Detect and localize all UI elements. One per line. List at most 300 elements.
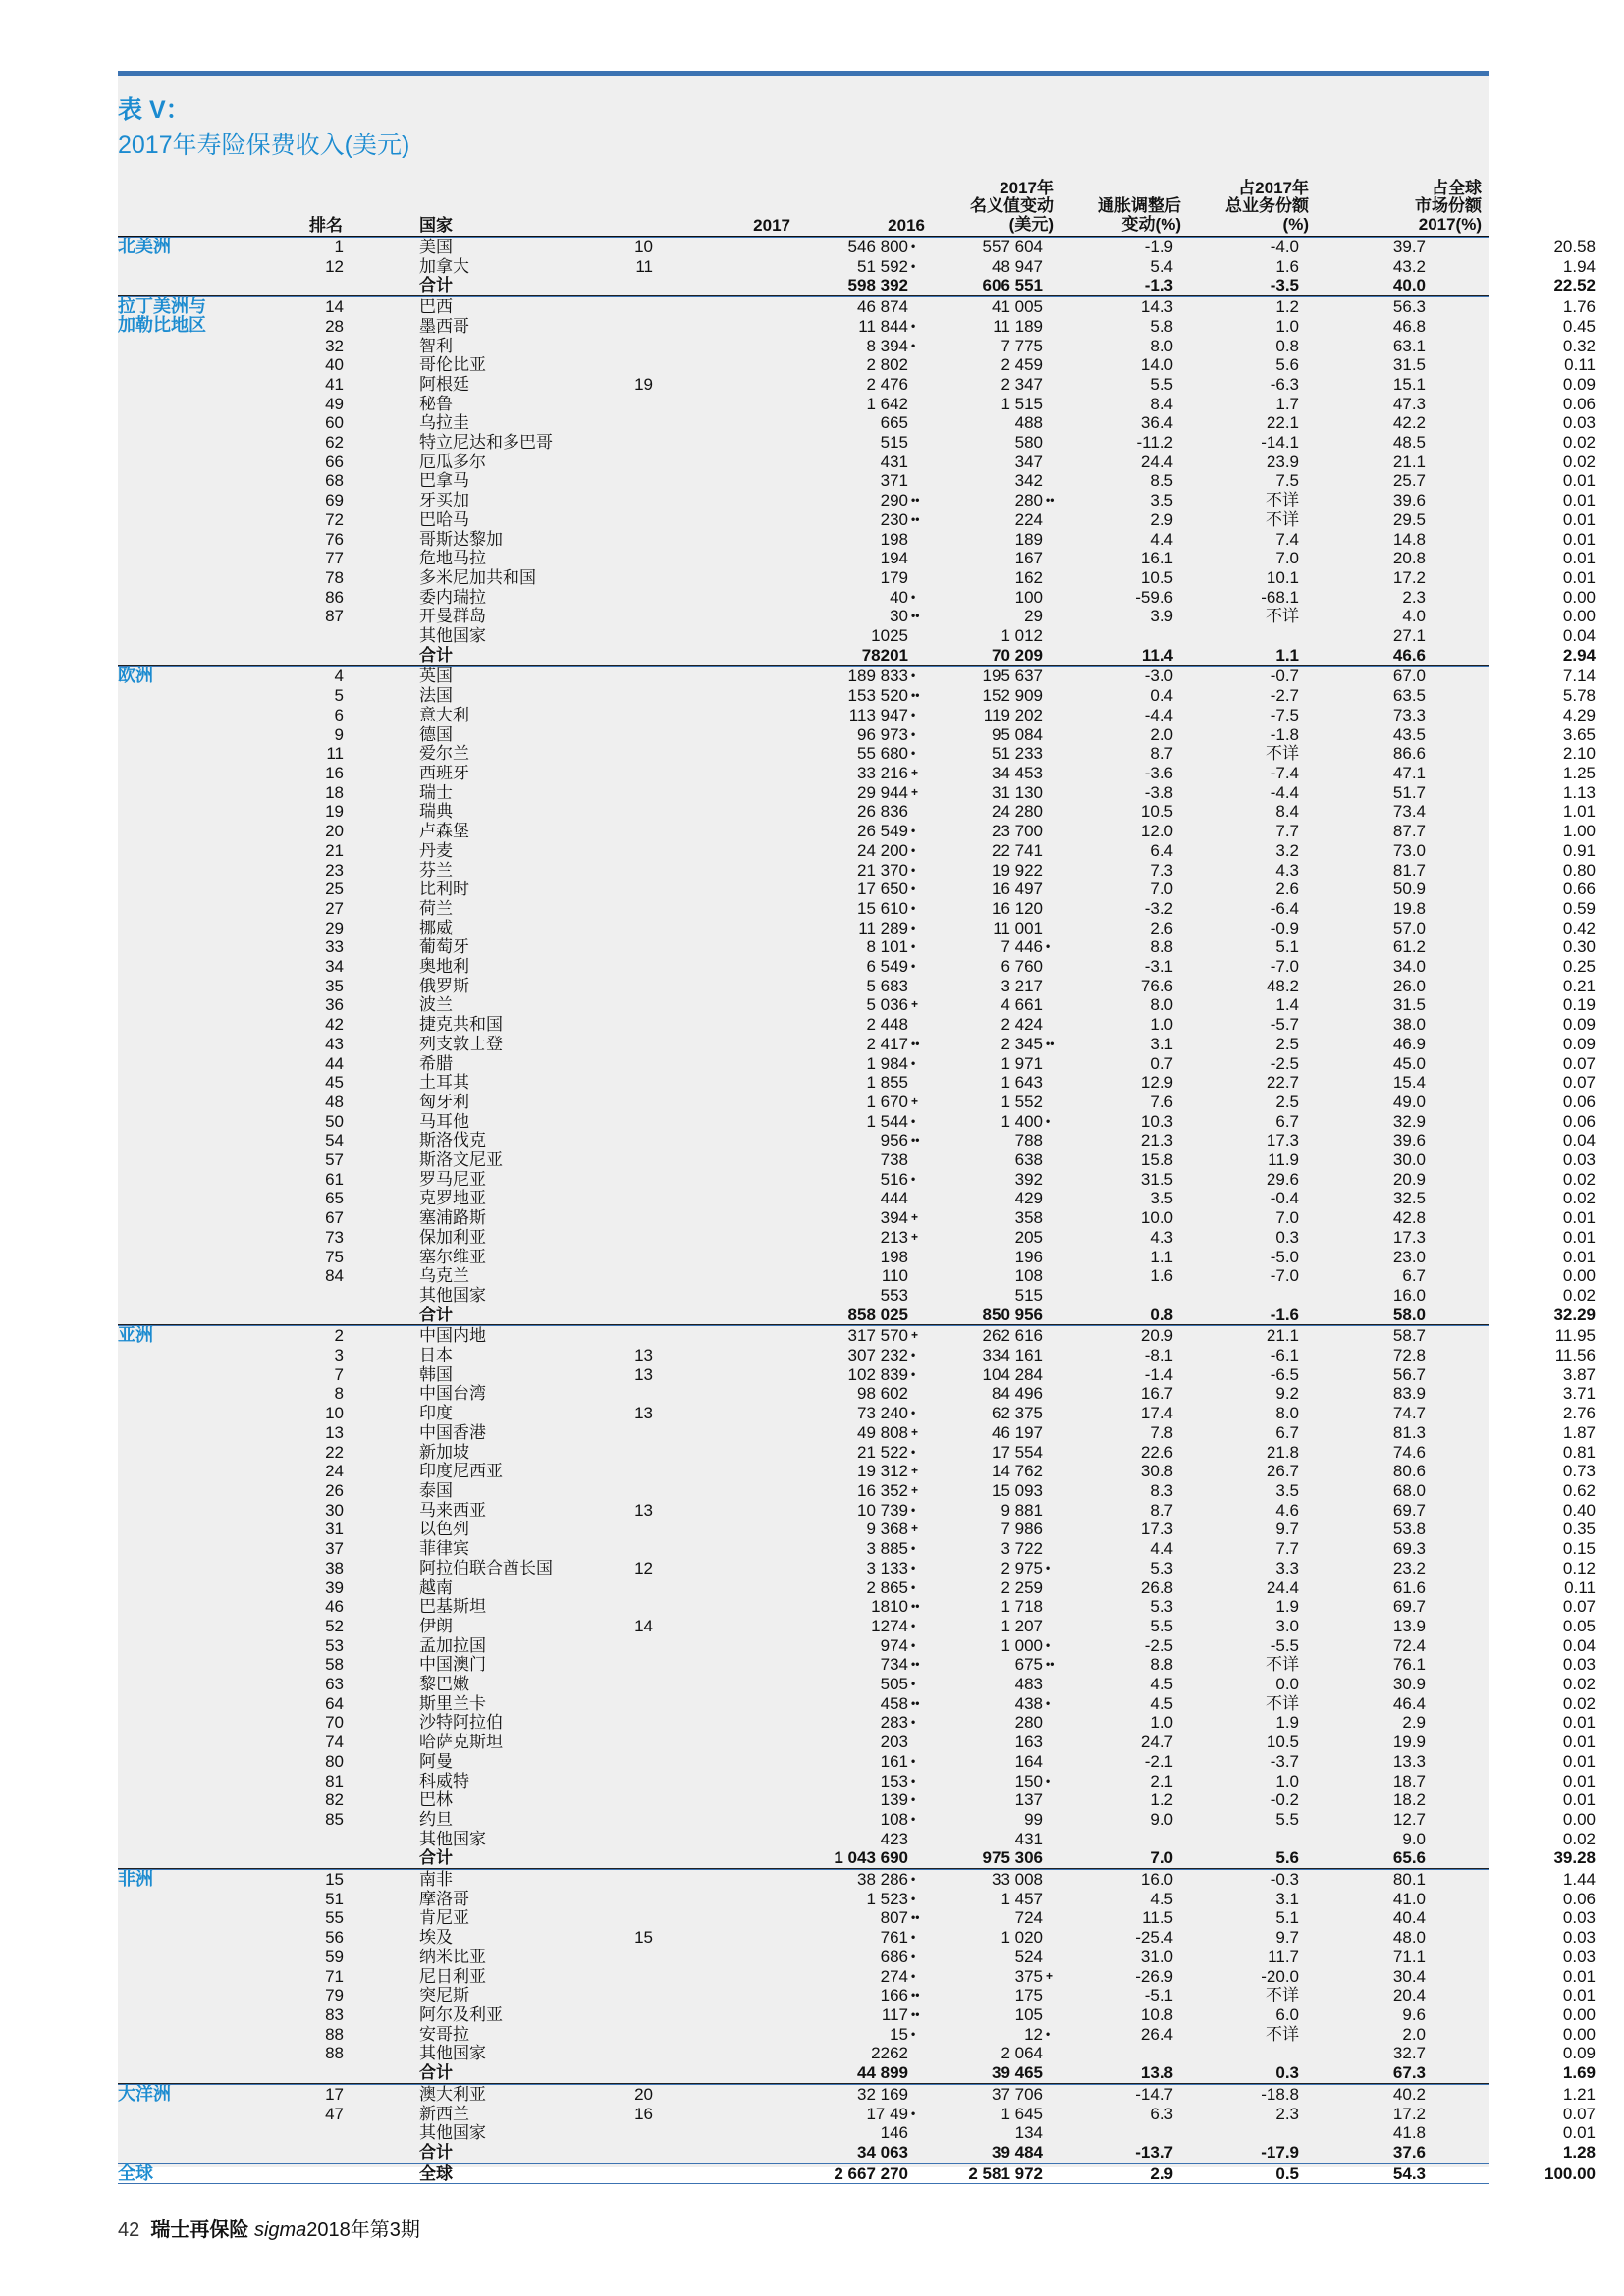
premium-2017-cell: 1 642	[866, 394, 908, 413]
rank-cell: 19	[325, 802, 344, 822]
inflation-adjusted-cell: 6.7	[1275, 1422, 1299, 1442]
table-row	[118, 1266, 1596, 1286]
rank-cell: 11	[326, 744, 344, 764]
rank-cell: 44	[325, 1053, 344, 1073]
country-cell: 巴拿马	[419, 471, 469, 491]
inflation-adjusted-cell: -6.1	[1270, 1346, 1299, 1365]
country-cell: 危地马拉	[419, 549, 486, 568]
rank-cell: 69	[325, 491, 344, 510]
share-total-cell: 72.4	[1392, 1635, 1426, 1655]
country-cell: 日本	[419, 1346, 453, 1365]
share-total-cell: 23.0	[1392, 1247, 1426, 1266]
nominal-change-cell: 13.8	[1140, 2063, 1173, 2083]
table-row	[118, 355, 1596, 375]
premium-2017-cell: 51 592	[857, 256, 908, 276]
inflation-adjusted-cell: 10.5	[1266, 1733, 1299, 1752]
premium-2017-cell: 274	[880, 1966, 908, 1986]
inflation-adjusted-cell: -5.7	[1270, 1015, 1299, 1035]
premium-2016-cell: 606 551	[982, 276, 1043, 295]
table-row	[118, 336, 1596, 356]
premium-2016-cell: 84 496	[992, 1384, 1043, 1404]
premium-2016-cell: 1 457	[1001, 1889, 1043, 1908]
inflation-adjusted-cell: 7.0	[1275, 1208, 1299, 1228]
inflation-adjusted-cell: 不详	[1266, 1655, 1299, 1675]
premium-2017-cell: 38 286	[857, 1870, 908, 1890]
share-total-cell: 18.2	[1392, 1790, 1426, 1810]
rank-cell: 30	[325, 1500, 344, 1520]
premium-2017-cell: 5 036	[866, 995, 908, 1015]
premium-2017-cell: 17 650	[857, 880, 908, 899]
premium-2017-cell: 1 523	[866, 1889, 908, 1908]
rank-cell: 37	[325, 1539, 344, 1559]
share-world-cell: 0.15	[1562, 1539, 1596, 1559]
country-cell: 中国台湾	[419, 1384, 486, 1404]
share-world-cell: 0.59	[1562, 898, 1596, 918]
rank-cell: 3	[334, 1346, 344, 1365]
share-world-cell: 1.87	[1562, 1422, 1596, 1442]
share-total-cell: 47.1	[1392, 763, 1426, 782]
share-world-cell: 0.32	[1562, 336, 1596, 355]
country-cell: 阿拉伯联合酋长国	[419, 1558, 553, 1577]
estimate-marker-2017: •	[911, 1560, 916, 1575]
premium-2016-cell: 29	[1024, 607, 1043, 626]
estimate-marker-2017: •	[911, 1872, 916, 1887]
premium-2017-cell: 2 476	[866, 374, 908, 394]
country-cell: 黎巴嫩	[419, 1675, 469, 1694]
share-world-cell: 1.00	[1562, 822, 1596, 841]
premium-2017-cell: 19 312	[857, 1462, 908, 1481]
share-total-cell: 20.9	[1392, 1169, 1426, 1189]
premium-2017-cell: 974	[880, 1635, 908, 1655]
table-row	[118, 1790, 1596, 1810]
share-total-cell: 12.7	[1392, 1809, 1426, 1829]
nominal-change-cell: -8.1	[1144, 1346, 1173, 1365]
nominal-change-cell: 2.0	[1150, 724, 1173, 744]
estimate-marker-2017: •	[911, 881, 916, 896]
table-row	[118, 1577, 1596, 1598]
total-row	[118, 1848, 1596, 1869]
premium-2017-cell: 17 49	[866, 2104, 908, 2123]
nominal-change-cell: 4.5	[1150, 1889, 1173, 1908]
share-total-cell: 61.6	[1392, 1577, 1426, 1597]
premium-2017-cell: 858 025	[847, 1305, 908, 1324]
nominal-change-cell: 10.5	[1140, 567, 1173, 587]
rank-cell: 13	[325, 1422, 344, 1442]
nominal-change-cell: -59.6	[1135, 587, 1173, 607]
country-cell: 乌拉圭	[419, 413, 469, 433]
country-cell: 匈牙利	[419, 1092, 469, 1111]
premium-2017-cell: 1025	[871, 626, 908, 646]
share-world-cell: 0.06	[1562, 1111, 1596, 1131]
share-total-cell: 25.7	[1392, 471, 1426, 491]
rank-cell: 18	[325, 782, 344, 802]
inflation-adjusted-cell: 0.5	[1275, 2163, 1299, 2183]
share-total-cell: 42.2	[1392, 413, 1426, 433]
share-world-cell: 0.02	[1562, 452, 1596, 471]
premium-2017-cell: 3 133	[866, 1558, 908, 1577]
estimate-marker-2017: •	[911, 1891, 916, 1905]
table-row	[118, 237, 1596, 257]
share-world-cell: 0.01	[1562, 549, 1596, 568]
table-row	[118, 433, 1596, 453]
country-cell: 印度尼西亚	[419, 1462, 503, 1481]
country-cell: 土耳其	[419, 1073, 469, 1093]
premium-2017-cell: 29 944	[857, 782, 908, 802]
share-total-cell: 41.8	[1392, 2123, 1426, 2143]
share-total-cell: 65.6	[1392, 1848, 1426, 1868]
country-cell: 俄罗斯	[419, 976, 469, 995]
estimate-marker-2016: ••	[1046, 1657, 1055, 1672]
premium-2017-cell: 290	[880, 491, 908, 510]
inflation-adjusted-cell: 7.5	[1275, 471, 1299, 491]
nominal-change-cell: 26.8	[1140, 1577, 1173, 1597]
estimate-marker-2017: •	[911, 1811, 916, 1826]
table-row	[118, 1015, 1596, 1035]
share-total-cell: 15.4	[1392, 1073, 1426, 1093]
premium-2016-cell: 638	[1014, 1150, 1043, 1170]
table-row	[118, 1655, 1596, 1675]
country-cell: 加拿大	[419, 256, 469, 276]
rank-cell: 1	[334, 238, 344, 256]
country-cell: 中国内地	[419, 1326, 486, 1346]
inflation-adjusted-cell: 7.7	[1275, 1539, 1299, 1559]
rank-cell: 88	[325, 2024, 344, 2044]
share-world-cell: 20.58	[1553, 238, 1596, 256]
estimate-marker-2017: •	[911, 1618, 916, 1632]
premium-2016-cell: 11 189	[993, 316, 1043, 336]
estimate-marker-2017: •	[911, 1753, 916, 1768]
share-world-cell: 0.66	[1562, 880, 1596, 899]
table-row	[118, 1384, 1596, 1404]
premium-2016-cell: 175	[1014, 1986, 1043, 2005]
share-total-cell: 27.1	[1392, 626, 1426, 646]
table-row	[118, 1053, 1596, 1074]
premium-2016-cell: 347	[1014, 452, 1043, 471]
nominal-change-cell: 7.3	[1150, 860, 1173, 880]
footer-issue: 2018年第3期	[306, 2219, 420, 2241]
rank-cell: 61	[325, 1169, 344, 1189]
country-cell: 葡萄牙	[419, 937, 469, 957]
nominal-change-cell: 5.5	[1150, 374, 1173, 394]
premium-2017-cell: 431	[880, 452, 908, 471]
share-total-cell: 87.7	[1392, 822, 1426, 841]
table-row	[118, 1675, 1596, 1694]
inflation-adjusted-cell: 9.2	[1275, 1384, 1299, 1404]
country-cell: 合计	[419, 2063, 453, 2083]
nominal-change-cell: 8.5	[1150, 471, 1173, 491]
estimate-marker-2017: •	[911, 1949, 916, 1963]
table-title: 2017年寿险保费收入(美元)	[118, 132, 410, 159]
nominal-change-cell: 8.7	[1150, 744, 1173, 764]
nominal-change-cell: 21.3	[1140, 1131, 1173, 1150]
header-line: 占全球	[1432, 178, 1482, 197]
share-total-cell: 40.2	[1392, 2084, 1426, 2104]
nominal-change-cell: 5.3	[1150, 1597, 1173, 1617]
rank-cell: 7	[334, 1364, 344, 1384]
share-total-cell: 19.9	[1392, 1733, 1426, 1752]
footnote-cell: 13	[634, 1346, 653, 1365]
rank-cell: 53	[325, 1635, 344, 1655]
premium-2017-cell: 2 802	[866, 355, 908, 375]
country-cell: 菲律宾	[419, 1539, 469, 1559]
premium-2016-cell: 3 722	[1001, 1539, 1043, 1559]
table-row	[118, 2123, 1596, 2143]
share-total-cell: 39.6	[1392, 491, 1426, 510]
nominal-change-cell: 8.8	[1150, 1655, 1173, 1675]
nominal-change-cell: 1.6	[1150, 1266, 1173, 1286]
nominal-change-cell: 15.8	[1140, 1150, 1173, 1170]
country-cell: 马来西亚	[419, 1500, 486, 1520]
estimate-marker-2017: •	[911, 1348, 916, 1362]
nominal-change-cell: 2.1	[1150, 1771, 1173, 1790]
share-world-cell: 0.03	[1562, 1150, 1596, 1170]
share-total-cell: 31.5	[1392, 995, 1426, 1015]
country-cell: 巴西	[419, 297, 453, 317]
premium-2016-cell: 1 020	[1001, 1928, 1043, 1948]
premium-2017-cell: 665	[880, 413, 908, 433]
inflation-adjusted-cell: 不详	[1266, 607, 1299, 626]
nominal-change-cell: 11.5	[1142, 1908, 1173, 1928]
share-total-cell: 40.4	[1392, 1908, 1426, 1928]
table-row	[118, 1713, 1596, 1733]
share-total-cell: 69.3	[1392, 1539, 1426, 1559]
premium-2016-cell: 37 706	[992, 2084, 1043, 2104]
page-number: 42	[118, 2219, 140, 2241]
premium-2017-cell: 44 899	[857, 2063, 908, 2083]
share-world-cell: 0.01	[1562, 529, 1596, 549]
premium-2016-cell: 162	[1014, 567, 1043, 587]
table-row	[118, 394, 1596, 414]
footnote-cell: 15	[634, 1928, 653, 1948]
header-line: 总业务份额	[1225, 196, 1309, 215]
rank-cell: 80	[325, 1751, 344, 1771]
inflation-adjusted-cell: -7.0	[1270, 957, 1299, 977]
estimate-marker-2017: +	[911, 1522, 919, 1536]
premium-2016-cell: 975 306	[982, 1848, 1043, 1868]
table-row	[118, 782, 1596, 803]
inflation-adjusted-cell: 5.5	[1275, 1809, 1299, 1829]
country-cell: 荷兰	[419, 898, 453, 918]
table-row	[118, 1733, 1596, 1752]
country-cell: 其他国家	[419, 626, 486, 646]
estimate-marker-2017: •	[911, 338, 916, 352]
nominal-change-cell: 76.6	[1140, 976, 1173, 995]
share-total-cell: 2.9	[1402, 1713, 1426, 1733]
share-world-cell: 0.02	[1562, 433, 1596, 453]
country-cell: 美国	[419, 238, 453, 256]
premium-2016-cell: 280	[1014, 1713, 1043, 1733]
share-world-cell: 1.01	[1562, 802, 1596, 822]
estimate-marker-2017: •	[911, 668, 916, 683]
premium-2016-cell: 196	[1014, 1247, 1043, 1266]
rank-cell: 79	[325, 1986, 344, 2005]
premium-2017-cell: 1 855	[866, 1073, 908, 1093]
share-total-cell: 4.0	[1402, 607, 1426, 626]
country-cell: 孟加拉国	[419, 1635, 486, 1655]
premium-2017-cell: 16 352	[857, 1481, 908, 1500]
table-row	[118, 374, 1596, 395]
premium-2017-cell: 198	[880, 1247, 908, 1266]
premium-2017-cell: 2 448	[866, 1015, 908, 1035]
inflation-adjusted-cell: -6.4	[1270, 898, 1299, 918]
nominal-change-cell: 0.7	[1150, 1053, 1173, 1073]
share-world-cell: 1.25	[1562, 763, 1596, 782]
table-row	[118, 705, 1596, 725]
premium-2016-cell: 2 064	[1001, 2044, 1043, 2063]
premium-2016-cell: 1 207	[1001, 1616, 1043, 1635]
estimate-marker-2017: •	[911, 1113, 916, 1128]
country-cell: 意大利	[419, 705, 469, 724]
table-row	[118, 763, 1596, 783]
share-world-cell: 0.06	[1562, 1092, 1596, 1111]
nominal-change-cell: 16.7	[1140, 1384, 1173, 1404]
rank-cell: 65	[325, 1189, 344, 1208]
premium-2016-cell: 12	[1024, 2024, 1043, 2044]
nominal-change-cell: -5.1	[1144, 1986, 1173, 2005]
table-row	[118, 509, 1596, 530]
share-world-cell: 3.65	[1562, 724, 1596, 744]
rank-cell: 83	[325, 2004, 344, 2024]
inflation-adjusted-cell: 23.9	[1266, 452, 1299, 471]
premium-2016-cell: 150	[1014, 1771, 1043, 1790]
premium-2016-cell: 205	[1014, 1227, 1043, 1247]
share-total-cell: 73.3	[1392, 705, 1426, 724]
share-total-cell: 68.0	[1392, 1481, 1426, 1500]
share-world-cell: 0.03	[1562, 1655, 1596, 1675]
country-cell: 中国澳门	[419, 1655, 486, 1675]
rank-cell: 15	[325, 1870, 344, 1890]
table-row	[118, 724, 1596, 745]
inflation-adjusted-cell: 0.3	[1275, 2063, 1299, 2083]
table-row	[118, 1092, 1596, 1112]
rank-cell: 26	[325, 1481, 344, 1500]
country-cell: 巴哈马	[419, 509, 469, 529]
nominal-change-cell: 8.0	[1150, 995, 1173, 1015]
header-country: 国家	[419, 216, 453, 235]
rank-cell: 47	[325, 2104, 344, 2123]
table-row	[118, 1986, 1596, 2005]
table-row	[118, 1771, 1596, 1791]
nominal-change-cell: 22.6	[1140, 1442, 1173, 1462]
rank-cell: 50	[325, 1111, 344, 1131]
premium-2016-cell: 195 637	[982, 667, 1043, 686]
premium-2017-cell: 96 973	[857, 724, 908, 744]
premium-2017-cell: 21 370	[857, 860, 908, 880]
premium-2016-cell: 2 347	[1001, 374, 1043, 394]
premium-2016-cell: 137	[1014, 1790, 1043, 1810]
table-row	[118, 1889, 1596, 1909]
premium-2017-cell: 2262	[871, 2044, 908, 2063]
share-world-cell: 0.19	[1562, 995, 1596, 1015]
footnote-cell: 10	[634, 238, 653, 256]
premium-2017-cell: 73 240	[857, 1404, 908, 1423]
country-cell: 列支敦士登	[419, 1034, 503, 1053]
share-world-cell: 0.06	[1562, 394, 1596, 413]
rank-cell: 9	[334, 724, 344, 744]
table-row	[118, 2004, 1596, 2025]
share-world-cell: 1.94	[1562, 256, 1596, 276]
premium-2016-cell: 167	[1014, 549, 1043, 568]
nominal-change-cell: 1.1	[1150, 1247, 1173, 1266]
premium-2016-cell: 134	[1014, 2123, 1043, 2143]
rank-cell: 52	[325, 1616, 344, 1635]
country-cell: 乌克兰	[419, 1266, 469, 1286]
premium-2016-cell: 2 581 972	[968, 2163, 1043, 2183]
nominal-change-cell: -3.8	[1144, 782, 1173, 802]
share-world-cell: 0.00	[1562, 587, 1596, 607]
table-row	[118, 1034, 1596, 1054]
premium-2017-cell: 11 844	[858, 316, 908, 336]
estimate-marker-2017: •	[911, 589, 916, 604]
rank-cell: 48	[325, 1092, 344, 1111]
nominal-change-cell: 14.0	[1140, 355, 1173, 375]
nominal-change-cell: -14.7	[1135, 2084, 1173, 2104]
share-world-cell: 0.03	[1562, 1928, 1596, 1948]
rank-cell: 56	[325, 1928, 344, 1948]
country-cell: 合计	[419, 276, 453, 295]
premium-2017-cell: 24 200	[857, 840, 908, 860]
country-cell: 阿根廷	[419, 374, 469, 394]
inflation-adjusted-cell: 1.0	[1275, 316, 1299, 336]
table-row	[118, 587, 1596, 608]
inflation-adjusted-cell: 2.6	[1275, 880, 1299, 899]
premium-2017-cell: 283	[880, 1713, 908, 1733]
inflation-adjusted-cell: -68.1	[1261, 587, 1299, 607]
nominal-change-cell: 3.5	[1150, 491, 1173, 510]
share-total-cell: 9.6	[1402, 2004, 1426, 2024]
estimate-marker-2017: •	[911, 1171, 916, 1186]
country-cell: 墨西哥	[419, 316, 469, 336]
premium-2016-cell: 17 554	[992, 1442, 1043, 1462]
premium-2016-cell: 33 008	[992, 1870, 1043, 1890]
share-total-cell: 34.0	[1392, 957, 1426, 977]
premium-2016-cell: 1 000	[1001, 1635, 1043, 1655]
rank-cell: 43	[325, 1034, 344, 1053]
share-world-cell: 0.09	[1562, 1015, 1596, 1035]
share-total-cell: 69.7	[1392, 1500, 1426, 1520]
inflation-adjusted-cell: 3.2	[1275, 840, 1299, 860]
table-row	[118, 1131, 1596, 1150]
country-cell: 纳米比亚	[419, 1947, 486, 1966]
inflation-adjusted-cell: 1.9	[1275, 1597, 1299, 1617]
premium-2016-cell: 119 202	[983, 705, 1043, 724]
premium-2017-cell: 108	[880, 1809, 908, 1829]
nominal-change-cell: -2.1	[1144, 1751, 1173, 1771]
country-cell: 其他国家	[419, 2044, 486, 2063]
premium-2017-cell: 30	[890, 607, 908, 626]
country-cell: 捷克共和国	[419, 1015, 503, 1035]
estimate-marker-2017: •	[911, 1406, 916, 1420]
rank-cell: 85	[325, 1809, 344, 1829]
estimate-marker-2017: •	[911, 862, 916, 877]
share-total-cell: 19.8	[1392, 898, 1426, 918]
country-cell: 摩洛哥	[419, 1889, 469, 1908]
share-total-cell: 30.9	[1392, 1675, 1426, 1694]
table-row	[118, 1966, 1596, 1987]
inflation-adjusted-cell: -0.7	[1270, 667, 1299, 686]
country-cell: 西班牙	[419, 763, 469, 782]
premium-2017-cell: 46 874	[857, 297, 908, 317]
nominal-change-cell: 6.4	[1150, 840, 1173, 860]
premium-2017-cell: 40	[890, 587, 908, 607]
share-total-cell: 29.5	[1392, 509, 1426, 529]
inflation-adjusted-cell: -5.0	[1270, 1247, 1299, 1266]
share-world-cell: 1.21	[1562, 2084, 1596, 2104]
estimate-marker-2017: +	[911, 1094, 919, 1108]
world-total-row	[118, 2163, 1596, 2185]
share-total-cell: 53.8	[1392, 1520, 1426, 1539]
nominal-change-cell: 16.0	[1140, 1870, 1173, 1890]
